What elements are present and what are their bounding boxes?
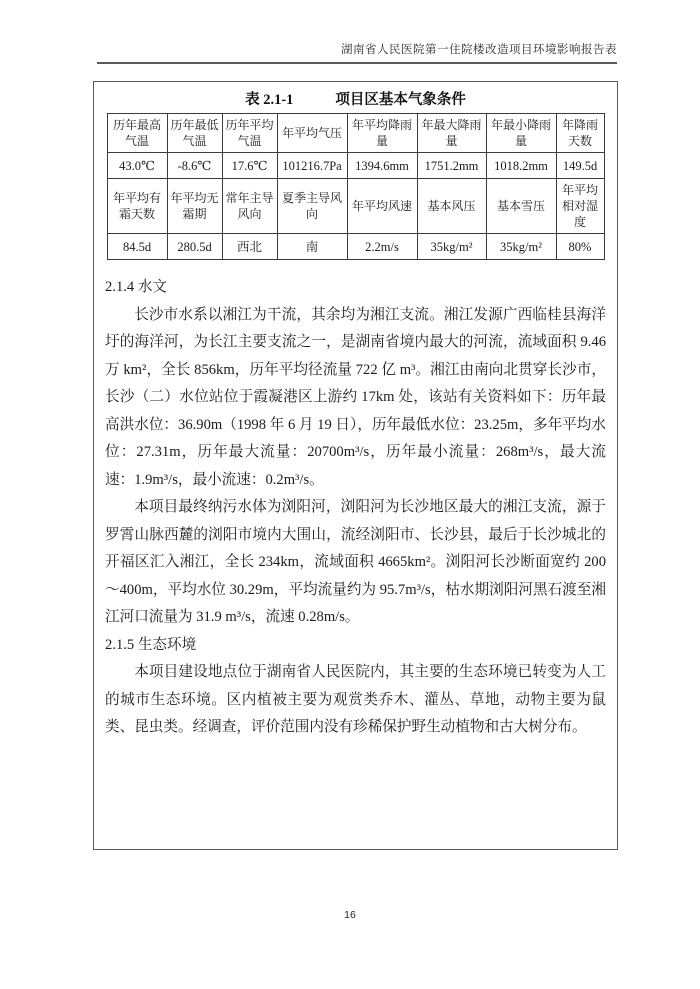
table-header-cell: 年最大降雨量	[417, 114, 486, 153]
table-header-cell: 历年最低气温	[167, 114, 222, 153]
table-header-cell: 年平均相对湿度	[556, 179, 604, 234]
table-data-cell: 101216.7Pa	[277, 153, 347, 179]
ecology-paragraph-1: 本项目建设地点位于湖南省人民医院内，其主要的生态环境已转变为人工的城市生态环境。区内植被主要为观赏类乔木、灌丛、草地，动物主要为鼠类、昆虫类。经调查，评价范围内没有珍稀保护野生动植物和古大树分布。	[105, 664, 606, 735]
table-header-row-1	[107, 114, 604, 153]
body-text	[94, 260, 617, 742]
section-heading-ecology: 2.1.5 生态环境	[105, 636, 197, 653]
table-data-cell: 南	[277, 234, 347, 260]
table-data-cell: 35kg/m²	[417, 234, 486, 260]
table-header-cell: 历年最高气温	[107, 114, 167, 153]
table-data-cell: 西北	[222, 234, 277, 260]
table-data-cell: 280.5d	[167, 234, 222, 260]
table-data-cell: 1018.2mm	[486, 153, 556, 179]
table-caption-number: 表 2.1-1	[245, 92, 294, 108]
table-header-cell: 年平均无霜期	[167, 179, 222, 234]
table-header-cell: 夏季主导风向	[277, 179, 347, 234]
table-data-cell: 43.0℃	[107, 153, 167, 179]
table-header-cell: 年最小降雨量	[486, 114, 556, 153]
table-data-cell: 84.5d	[107, 234, 167, 260]
table-header-cell: 基本风压	[417, 179, 486, 234]
hydrology-paragraph-2: 本项目最终纳污水体为浏阳河，浏阳河为长沙地区最大的湘江支流，源于罗霄山脉西麓的浏阳市境内大围山，流经浏阳市、长沙县，最后于长沙城北的开福区汇入湘江，全长 234km，流域面积 4665km²。浏阳河长沙断面宽约 200～400m，平均水位 30.29m，平均流量约为 95.7m³/s，枯水期浏阳河黑石渡至湘江河口流量为 31.9 m³/s，流速 0.28m/s。	[105, 499, 606, 625]
table-data-cell: 1751.2mm	[417, 153, 486, 179]
table-data-cell: -8.6℃	[167, 153, 222, 179]
table-header-row-2	[107, 179, 604, 234]
header-divider	[97, 62, 617, 64]
table-data-cell: 35kg/m²	[486, 234, 556, 260]
table-caption	[94, 88, 617, 109]
section-heading-hydrology: 2.1.4 水文	[105, 279, 168, 295]
table-data-cell: 1394.6mm	[347, 153, 417, 179]
table-header-cell: 年降雨天数	[556, 114, 604, 153]
table-header-cell: 常年主导风向	[222, 179, 277, 234]
table-data-cell: 149.5d	[556, 153, 604, 179]
running-header: 湖南省人民医院第一住院楼改造项目环境影响报告表	[341, 44, 617, 56]
table-data-cell: 2.2m/s	[347, 234, 417, 260]
table-header-cell: 年平均风速	[347, 179, 417, 234]
table-header-cell: 基本雪压	[486, 179, 556, 234]
page-number: 16	[344, 909, 356, 921]
table-header-cell: 年平均有霜天数	[107, 179, 167, 234]
meteorology-table	[107, 113, 605, 260]
table-header-cell: 年平均气压	[277, 114, 347, 153]
table-header-cell: 年平均降雨量	[347, 114, 417, 153]
table-caption-title: 项目区基本气象条件	[335, 92, 466, 108]
hydrology-paragraph-1: 长沙市水系以湘江为干流，其余均为湘江支流。湘江发源广西临桂县海洋圩的海洋河，为长江主要支流之一，是湖南省境内最大的河流，流域面积 9.46 万 km²，全长 856km，历年平均径流量 722 亿 m³。湘江由南向北贯穿长沙市，长沙（二）水位站位于霞凝港区上游约 17km 处，该站有关资料如下：历年最高洪水位：36.90m（1998 年 6 月 19 日），历年最低水位：23.25m，多年平均水位：27.31m，历年最大流量：20700m³/s，历年最小流量：268m³/s，最大流速：1.9m³/s，最小流速：0.2m³/s。	[105, 306, 606, 488]
content-border-box	[93, 81, 618, 850]
table-data-cell: 80%	[556, 234, 604, 260]
table-data-row-1	[107, 153, 604, 179]
table-data-row-2	[107, 234, 604, 260]
table-header-cell: 历年平均气温	[222, 114, 277, 153]
table-data-cell: 17.6℃	[222, 153, 277, 179]
